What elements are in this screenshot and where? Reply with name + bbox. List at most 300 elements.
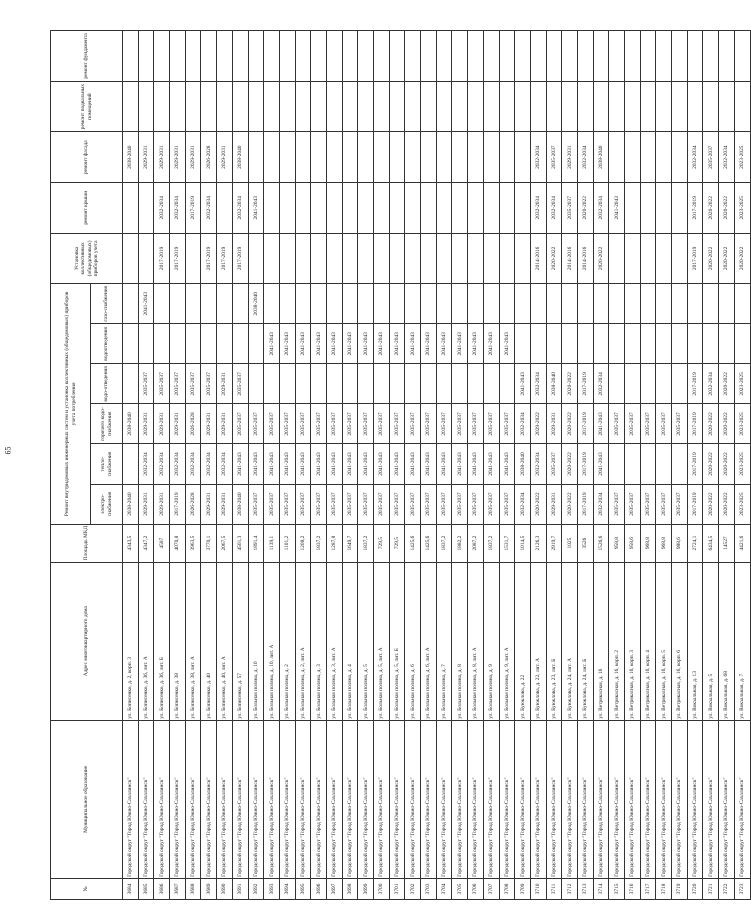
- table-header: [51, 31, 123, 900]
- cell-address: ул. Больная поляна, д. 6, лит. А: [421, 562, 437, 720]
- cell-municipality: Городской округ "Город Южно-Сахалинск": [248, 720, 264, 878]
- cell-col-14: [468, 31, 484, 82]
- cell-electric: 2029-2031: [138, 484, 154, 524]
- cell-col-13: [279, 81, 295, 132]
- cell-address: ул. Ветрякасная, д. 16, корп. 4: [640, 562, 656, 720]
- cell-cold-water: 2020-2022: [719, 364, 735, 404]
- cell-electric: 2038-2040: [123, 484, 139, 524]
- table-row: [719, 31, 735, 900]
- cell-facade: [374, 132, 390, 183]
- cell-sewer: 2041-2043: [499, 324, 515, 364]
- cell-municipality: Городской округ "Город Южно-Сахалинск": [154, 720, 170, 878]
- cell-roof: 2032-2034: [593, 182, 609, 233]
- cell-col-13: [358, 81, 374, 132]
- cell-hot-water: 2035-2037: [640, 404, 656, 444]
- cell-heat: 2041-2043: [405, 444, 421, 484]
- cell-area: 1531,7: [499, 524, 515, 562]
- cell-facade: 2029-2031: [562, 132, 578, 183]
- cell-col-13: [703, 81, 719, 132]
- cell-gas: [436, 284, 452, 324]
- table-row: [248, 31, 264, 900]
- cell-collective-meters: [311, 233, 327, 284]
- cell-col-14: [138, 31, 154, 82]
- cell-facade: 2038-2040: [593, 132, 609, 183]
- cell-facade: 2023-2025: [734, 132, 750, 183]
- cell-municipality: Городской округ "Город Южно-Сахалинск": [640, 720, 656, 878]
- cell-roof: 2041-2043: [248, 182, 264, 233]
- cell-col-13: [326, 81, 342, 132]
- cell-gas: [421, 284, 437, 324]
- cell-col-14: [546, 31, 562, 82]
- cell-hot-water: 2029-2031: [201, 404, 217, 444]
- cell-municipality: Городской округ "Город Южно-Сахалинск": [672, 720, 688, 878]
- cell-facade: 2026-2028: [201, 132, 217, 183]
- cell-municipality: Городской округ "Город Южно-Сахалинск": [577, 720, 593, 878]
- cell-gas: [326, 284, 342, 324]
- cell-cold-water: 2032-2034: [530, 364, 546, 404]
- cell-electric: 2020-2022: [719, 484, 735, 524]
- cell-row-number: 3700: [374, 878, 390, 899]
- cell-facade: [326, 132, 342, 183]
- cell-row-number: 3696: [311, 878, 327, 899]
- cell-area: 1425,6: [421, 524, 437, 562]
- cell-sewer: 2041-2043: [389, 324, 405, 364]
- cell-cold-water: 2035-2037: [138, 364, 154, 404]
- cell-col-13: [185, 81, 201, 132]
- cell-facade: [515, 132, 531, 183]
- cell-col-14: [640, 31, 656, 82]
- cell-roof: 2020-2022: [703, 182, 719, 233]
- cell-electric: 2035-2037: [326, 484, 342, 524]
- cell-gas: [577, 284, 593, 324]
- cell-address: ул. Больная поляна, д. 9, лит. А: [499, 562, 515, 720]
- cell-hot-water: 2035-2037: [295, 404, 311, 444]
- cell-sewer: [530, 324, 546, 364]
- cell-col-13: [421, 81, 437, 132]
- cell-collective-meters: [625, 233, 641, 284]
- cell-hot-water: 2035-2037: [248, 404, 264, 444]
- header-facade: ремонт фасада: [51, 132, 123, 183]
- cell-heat: 2032-2034: [530, 444, 546, 484]
- table-row: [374, 31, 390, 900]
- cell-cold-water: 2035-2037: [232, 364, 248, 404]
- cell-gas: [374, 284, 390, 324]
- cell-col-14: [358, 31, 374, 82]
- header-sewer: водоотведения: [91, 324, 123, 364]
- cell-roof: [468, 182, 484, 233]
- cell-collective-meters: [389, 233, 405, 284]
- cell-col-14: [217, 31, 233, 82]
- cell-address: ул. Буюклова, д. 24, лит. А: [562, 562, 578, 720]
- cell-cold-water: 2041-2043: [515, 364, 531, 404]
- cell-collective-meters: 2017-2019: [201, 233, 217, 284]
- table-row: [264, 31, 280, 900]
- cell-area: 3526: [577, 524, 593, 562]
- cell-cold-water: [295, 364, 311, 404]
- cell-municipality: Городской округ "Город Южно-Сахалинск": [374, 720, 390, 878]
- cell-col-13: [374, 81, 390, 132]
- cell-sewer: [672, 324, 688, 364]
- cell-hot-water: 2035-2037: [436, 404, 452, 444]
- cell-col-13: [436, 81, 452, 132]
- cell-facade: [499, 132, 515, 183]
- table-row: [562, 31, 578, 900]
- table-row: [389, 31, 405, 900]
- cell-roof: [625, 182, 641, 233]
- cell-municipality: Городской округ "Город Южно-Сахалинск": [436, 720, 452, 878]
- cell-electric: 2035-2037: [358, 484, 374, 524]
- cell-municipality: Городской округ "Город Южно-Сахалинск": [201, 720, 217, 878]
- cell-collective-meters: 2014-2016: [577, 233, 593, 284]
- table-row: [546, 31, 562, 900]
- cell-heat: 2041-2043: [483, 444, 499, 484]
- cell-col-14: [436, 31, 452, 82]
- cell-municipality: Городской округ "Город Южно-Сахалинск": [264, 720, 280, 878]
- cell-heat: 2041-2043: [295, 444, 311, 484]
- cell-hot-water: 2035-2037: [279, 404, 295, 444]
- cell-municipality: Городской округ "Город Южно-Сахалинск": [468, 720, 484, 878]
- cell-col-14: [279, 31, 295, 82]
- cell-gas: [672, 284, 688, 324]
- cell-gas: [546, 284, 562, 324]
- cell-gas: [609, 284, 625, 324]
- cell-roof: [374, 182, 390, 233]
- cell-col-13: [232, 81, 248, 132]
- cell-facade: 2029-2031: [138, 132, 154, 183]
- cell-heat: [625, 444, 641, 484]
- cell-cold-water: [452, 364, 468, 404]
- header-address: Адрес многоквартирного дома: [51, 562, 123, 720]
- cell-row-number: 3703: [421, 878, 437, 899]
- cell-heat: [640, 444, 656, 484]
- cell-col-14: [672, 31, 688, 82]
- cell-facade: [468, 132, 484, 183]
- cell-electric: 2035-2037: [389, 484, 405, 524]
- cell-address: ул. Бопнсенко, д. 36, лит. Б: [154, 562, 170, 720]
- cell-sewer: [562, 324, 578, 364]
- cell-col-13: [123, 81, 139, 132]
- cell-area: 1025: [562, 524, 578, 562]
- cell-row-number: 3684: [123, 878, 139, 899]
- cell-address: ул. Больная поляна, д. 8: [452, 562, 468, 720]
- cell-cold-water: 2035-2037: [201, 364, 217, 404]
- cell-row-number: 3716: [625, 878, 641, 899]
- cell-gas: [123, 284, 139, 324]
- cell-area: 1837,2: [436, 524, 452, 562]
- cell-sewer: 2041-2043: [468, 324, 484, 364]
- cell-col-14: [374, 31, 390, 82]
- cell-electric: 2035-2037: [499, 484, 515, 524]
- cell-col-13: [468, 81, 484, 132]
- cell-municipality: Городской округ "Город Южно-Сахалинск": [311, 720, 327, 878]
- cell-row-number: 3719: [672, 878, 688, 899]
- cell-heat: 2020-2022: [703, 444, 719, 484]
- cell-sewer: [703, 324, 719, 364]
- cell-heat: 2032-2034: [185, 444, 201, 484]
- cell-cold-water: [264, 364, 280, 404]
- cell-roof: [483, 182, 499, 233]
- cell-area: 1287,8: [326, 524, 342, 562]
- cell-address: ул. Больная поляна, д. 5, лит. Б: [389, 562, 405, 720]
- cell-address: ул. Бопнсенко, д. 2, корп. 3: [123, 562, 139, 720]
- cell-cold-water: 2017-2019: [687, 364, 703, 404]
- cell-col-13: [170, 81, 186, 132]
- cell-area: 2087,2: [468, 524, 484, 562]
- cell-col-14: [734, 31, 750, 82]
- cell-collective-meters: 2020-2022: [719, 233, 735, 284]
- cell-address: ул. Больная поляна, д. 7: [436, 562, 452, 720]
- cell-heat: [656, 444, 672, 484]
- cell-facade: [625, 132, 641, 183]
- cell-gas: [656, 284, 672, 324]
- header-heat: тепло-снабжения: [91, 444, 123, 484]
- cell-row-number: 3698: [342, 878, 358, 899]
- cell-collective-meters: [421, 233, 437, 284]
- cell-collective-meters: [279, 233, 295, 284]
- cell-heat: 2041-2043: [342, 444, 358, 484]
- header-municipality: Муниципальное образование: [51, 720, 123, 878]
- cell-hot-water: 2035-2037: [264, 404, 280, 444]
- cell-facade: 2029-2031: [217, 132, 233, 183]
- cell-facade: [672, 132, 688, 183]
- header-basement: ремонт подвальных помещений: [51, 81, 123, 132]
- cell-electric: 2020-2022: [703, 484, 719, 524]
- cell-collective-meters: [640, 233, 656, 284]
- cell-roof: 2041-2043: [609, 182, 625, 233]
- cell-roof: [436, 182, 452, 233]
- cell-municipality: Городской округ "Город Южно-Сахалинск": [625, 720, 641, 878]
- cell-row-number: 3694: [279, 878, 295, 899]
- cell-area: 968,8: [640, 524, 656, 562]
- cell-facade: [295, 132, 311, 183]
- cell-row-number: 3685: [138, 878, 154, 899]
- cell-electric: 2035-2037: [656, 484, 672, 524]
- rotated-table-sheet: [50, 30, 746, 900]
- table-row: [138, 31, 154, 900]
- cell-collective-meters: [248, 233, 264, 284]
- cell-col-14: [232, 31, 248, 82]
- cell-roof: [358, 182, 374, 233]
- cell-municipality: Городской округ "Город Южно-Сахалинск": [593, 720, 609, 878]
- cell-heat: 2041-2043: [593, 444, 609, 484]
- cell-electric: 2035-2037: [295, 484, 311, 524]
- cell-address: ул. Больная поляна, д. 3: [311, 562, 327, 720]
- cell-facade: [389, 132, 405, 183]
- cell-sewer: [687, 324, 703, 364]
- cell-gas: [154, 284, 170, 324]
- cell-heat: 2041-2043: [499, 444, 515, 484]
- cell-facade: [656, 132, 672, 183]
- cell-roof: 2032-2034: [546, 182, 562, 233]
- cell-municipality: Городской округ "Город Южно-Сахалинск": [734, 720, 750, 878]
- cell-cold-water: [374, 364, 390, 404]
- cell-collective-meters: [672, 233, 688, 284]
- cell-hot-water: 2035-2037: [656, 404, 672, 444]
- cell-col-14: [389, 31, 405, 82]
- cell-electric: 2035-2037: [452, 484, 468, 524]
- cell-hot-water: 2035-2037: [468, 404, 484, 444]
- cell-cold-water: [609, 364, 625, 404]
- cell-collective-meters: 2017-2019: [217, 233, 233, 284]
- cell-electric: 2017-2019: [687, 484, 703, 524]
- cell-address: ул. Ветрякасная, д. 16, корп. 5: [656, 562, 672, 720]
- cell-electric: 2035-2037: [640, 484, 656, 524]
- cell-area: 1139,1: [264, 524, 280, 562]
- cell-address: ул. Бопнсенко, д. 57: [232, 562, 248, 720]
- cell-municipality: Городской округ "Город Южно-Сахалинск": [232, 720, 248, 878]
- cell-roof: [138, 182, 154, 233]
- cell-municipality: Городской округ "Город Южно-Сахалинск": [405, 720, 421, 878]
- cell-cold-water: 2023-2025: [734, 364, 750, 404]
- cell-collective-meters: [452, 233, 468, 284]
- cell-hot-water: 2017-2019: [687, 404, 703, 444]
- table-row: [515, 31, 531, 900]
- cell-col-14: [123, 31, 139, 82]
- cell-cold-water: [389, 364, 405, 404]
- cell-cold-water: 2035-2037: [185, 364, 201, 404]
- table-row: [279, 31, 295, 900]
- cell-municipality: Городской округ "Город Южно-Сахалинск": [185, 720, 201, 878]
- cell-electric: 2035-2037: [421, 484, 437, 524]
- cell-sewer: 2041-2043: [326, 324, 342, 364]
- cell-municipality: Городской округ "Город Южно-Сахалинск": [295, 720, 311, 878]
- cell-facade: [264, 132, 280, 183]
- cell-col-14: [264, 31, 280, 82]
- cell-sewer: 2041-2043: [342, 324, 358, 364]
- cell-heat: 2041-2043: [232, 444, 248, 484]
- cell-row-number: 3704: [436, 878, 452, 899]
- cell-sewer: 2041-2043: [279, 324, 295, 364]
- cell-col-14: [248, 31, 264, 82]
- cell-municipality: Городской округ "Город Южно-Сахалинск": [123, 720, 139, 878]
- cell-area: 1882,2: [452, 524, 468, 562]
- table-row: [201, 31, 217, 900]
- cell-collective-meters: [405, 233, 421, 284]
- cell-row-number: 3691: [232, 878, 248, 899]
- cell-col-13: [719, 81, 735, 132]
- cell-municipality: Городской округ "Город Южно-Сахалинск": [530, 720, 546, 878]
- cell-facade: [609, 132, 625, 183]
- cell-facade: 2029-2031: [170, 132, 186, 183]
- cell-hot-water: 2017-2019: [577, 404, 593, 444]
- header-num: №: [51, 878, 123, 899]
- cell-col-13: [734, 81, 750, 132]
- cell-municipality: Городской округ "Город Южно-Сахалинск": [483, 720, 499, 878]
- cell-heat: 2041-2043: [311, 444, 327, 484]
- table-row: [672, 31, 688, 900]
- cell-facade: 2029-2031: [154, 132, 170, 183]
- cell-col-13: [499, 81, 515, 132]
- cell-heat: 2041-2043: [374, 444, 390, 484]
- cell-collective-meters: 2020-2022: [703, 233, 719, 284]
- cell-col-13: [672, 81, 688, 132]
- cell-hot-water: 2029-2031: [170, 404, 186, 444]
- cell-address: ул. Буюклова, д. 22, лит. А: [530, 562, 546, 720]
- cell-col-13: [295, 81, 311, 132]
- cell-row-number: 3706: [468, 878, 484, 899]
- cell-col-13: [311, 81, 327, 132]
- cell-collective-meters: [342, 233, 358, 284]
- cell-hot-water: 2035-2037: [609, 404, 625, 444]
- cell-roof: [342, 182, 358, 233]
- cell-col-14: [405, 31, 421, 82]
- cell-address: ул. Бопнсенко, д. 40: [201, 562, 217, 720]
- cell-sewer: [577, 324, 593, 364]
- cell-roof: 2017-2019: [185, 182, 201, 233]
- cell-electric: 2035-2037: [672, 484, 688, 524]
- cell-electric: 2029-2031: [201, 484, 217, 524]
- cell-electric: 2035-2037: [264, 484, 280, 524]
- cell-cold-water: [342, 364, 358, 404]
- cell-heat: 2032-2034: [170, 444, 186, 484]
- cell-row-number: 3720: [687, 878, 703, 899]
- header-roof: ремонт крыши: [51, 182, 123, 233]
- page-number: 65: [3, 446, 13, 455]
- cell-collective-meters: [515, 233, 531, 284]
- cell-cold-water: [421, 364, 437, 404]
- cell-heat: 2035-2037: [546, 444, 562, 484]
- cell-municipality: Городской округ "Город Южно-Сахалинск": [546, 720, 562, 878]
- cell-heat: 2041-2043: [358, 444, 374, 484]
- cell-cold-water: [468, 364, 484, 404]
- cell-electric: 2035-2037: [609, 484, 625, 524]
- cell-col-13: [687, 81, 703, 132]
- cell-roof: [389, 182, 405, 233]
- cell-roof: [264, 182, 280, 233]
- cell-electric: 2029-2031: [217, 484, 233, 524]
- cell-col-13: [562, 81, 578, 132]
- cell-sewer: [640, 324, 656, 364]
- cell-hot-water: 2035-2037: [672, 404, 688, 444]
- cell-electric: 2032-2034: [515, 484, 531, 524]
- cell-area: 1837,2: [311, 524, 327, 562]
- cell-col-14: [656, 31, 672, 82]
- cell-area: 958,6: [625, 524, 641, 562]
- cell-hot-water: 2035-2037: [342, 404, 358, 444]
- cell-row-number: 3714: [593, 878, 609, 899]
- cell-col-13: [405, 81, 421, 132]
- cell-gas: [593, 284, 609, 324]
- cell-heat: 2017-2019: [577, 444, 593, 484]
- cell-col-14: [342, 31, 358, 82]
- cell-col-13: [248, 81, 264, 132]
- cell-row-number: 3693: [264, 878, 280, 899]
- header-internal-repair: Ремонт внутридомовых инженерных систем и установка коллективных (общедомовых) приборов учета потребления: [51, 284, 91, 524]
- cell-address: ул. Больная поляна, д. 5, лит. А: [374, 562, 390, 720]
- cell-col-13: [577, 81, 593, 132]
- cell-col-13: [546, 81, 562, 132]
- cell-hot-water: 2029-2031: [217, 404, 233, 444]
- cell-facade: 2032-2034: [530, 132, 546, 183]
- cell-electric: 2035-2037: [279, 484, 295, 524]
- cell-heat: 2041-2043: [452, 444, 468, 484]
- cell-sewer: [154, 324, 170, 364]
- cell-roof: 2017-2019: [687, 182, 703, 233]
- cell-heat: 2020-2022: [719, 444, 735, 484]
- cell-hot-water: 2041-2043: [593, 404, 609, 444]
- cell-electric: 2017-2019: [170, 484, 186, 524]
- cell-area: 968,8: [656, 524, 672, 562]
- table-row: [625, 31, 641, 900]
- cell-electric: 2020-2022: [562, 484, 578, 524]
- cell-gas: [311, 284, 327, 324]
- cell-col-14: [483, 31, 499, 82]
- cell-roof: 2032-2034: [530, 182, 546, 233]
- cell-hot-water: 2035-2037: [326, 404, 342, 444]
- cell-facade: [421, 132, 437, 183]
- cell-cold-water: [248, 364, 264, 404]
- cell-gas: [185, 284, 201, 324]
